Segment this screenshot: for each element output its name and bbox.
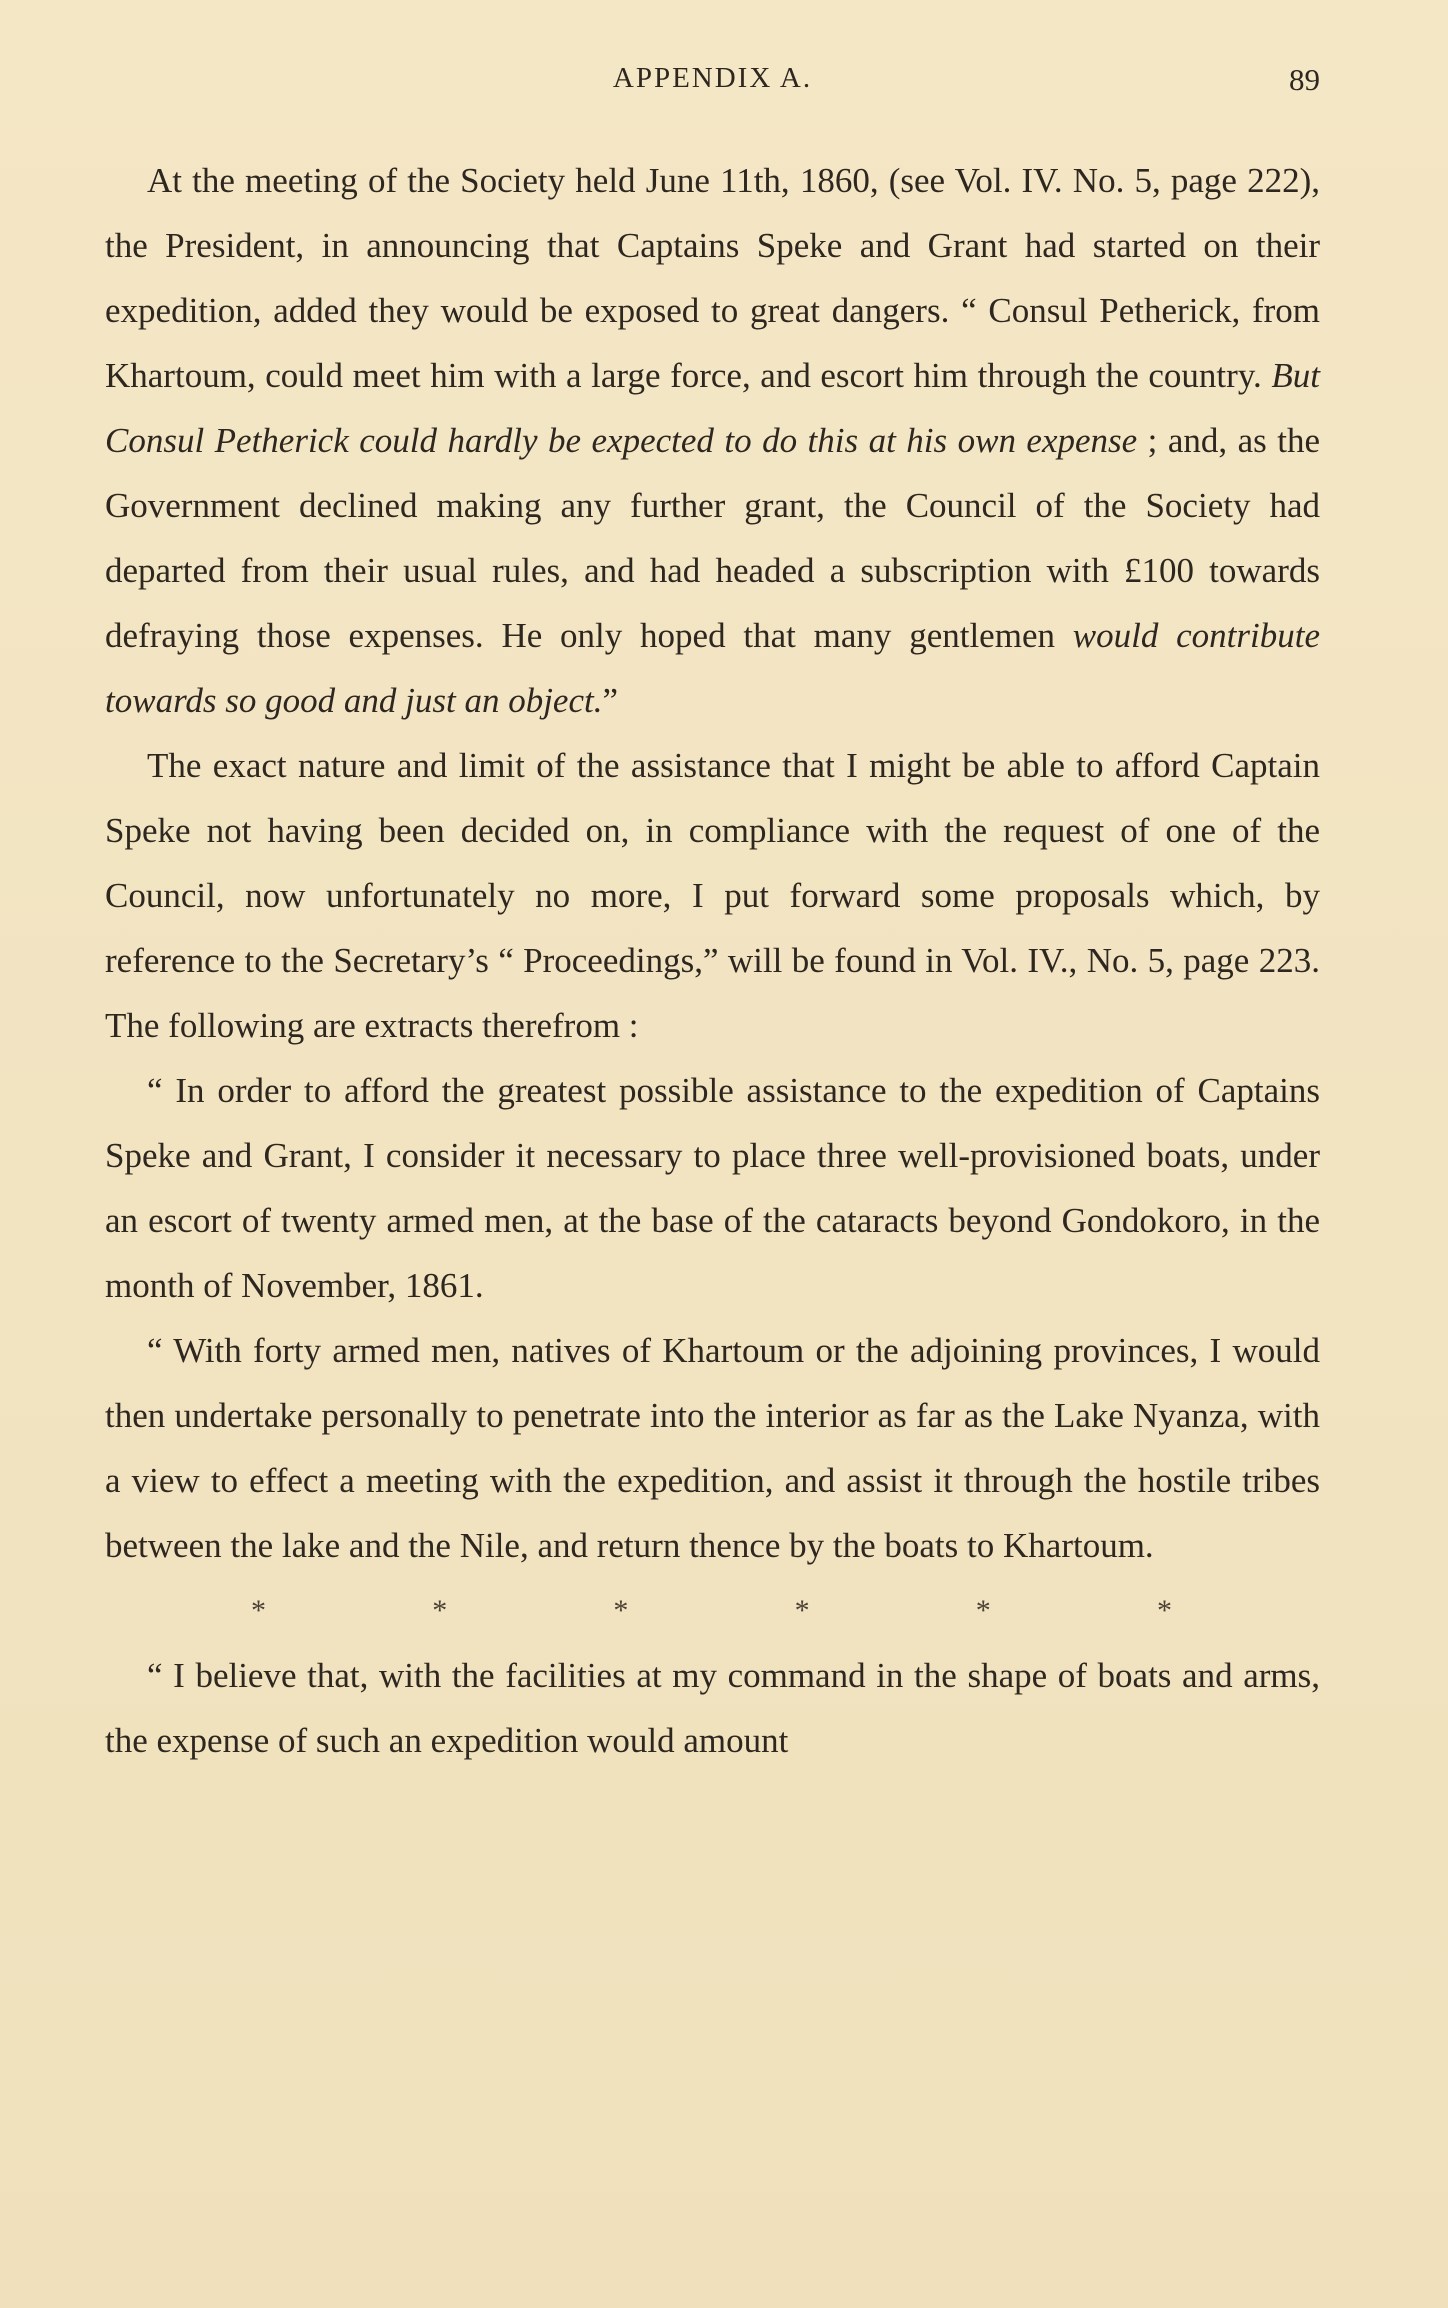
paragraph-3 bbox=[105, 1058, 1320, 1318]
text-run: The exact nature and limit of the assistance that I might be able to afford Captain Speke not having been decided on, in compliance with the request of one of the Council, now unfortunately no more, I put forward some proposals which, by reference to the Secretary’s “ Proceedings,” will be found in Vol. IV., No. 5, page 223. The following are extracts therefrom : bbox=[105, 746, 1320, 1045]
text-run: “ I believe that, with the facilities at my command in the shape of boats and arms, the expense of such an expedition would amount bbox=[105, 1656, 1320, 1760]
text-run: ” bbox=[602, 681, 619, 720]
text-run: “ With forty armed men, natives of Khartoum or the adjoining provinces, I would then undertake personally to penetrate into the interior as far as the Lake Nyanza, with a view to effect a meeting with the expedition, and assist it through the hostile tribes between the lake and the Nile, and return thence by the boats to Khartoum. bbox=[105, 1331, 1320, 1565]
text-run: ; and, as the Government declined making any further grant, the Council of the Society had departed from their usual rules, and had headed a subscription with £100 towards defraying those expenses. He only hoped that many gentlemen bbox=[105, 421, 1320, 655]
italic-text-run: would contribute towards so good and just an object. bbox=[105, 616, 1321, 720]
separator-star: * bbox=[251, 1594, 266, 1627]
page-header bbox=[105, 62, 1320, 112]
paragraph-4 bbox=[105, 1318, 1320, 1578]
page-number: 89 bbox=[1289, 62, 1320, 97]
paragraph-2 bbox=[105, 733, 1320, 1058]
text-run: At the meeting of the Society held June 11th, 1860, (see Vol. IV. No. 5, page 222), the President, in announcing that Captains Speke and Grant had started on their expedition, added they would be exposed to great dangers. “ Consul Petherick, from Khartoum, could meet him with a large force, and escort him through the country. bbox=[105, 161, 1320, 395]
paragraph-1 bbox=[105, 148, 1320, 733]
separator-star: * bbox=[432, 1594, 448, 1627]
text-run: “ In order to afford the greatest possible assistance to the expedition of Captains Speke and Grant, I consider it necessary to place three well-provisioned boats, under an escort of twenty armed men, at the base of the cataracts beyond Gondokoro, in the month of November, 1861. bbox=[105, 1071, 1320, 1305]
section-separator bbox=[105, 1578, 1320, 1643]
body-text bbox=[105, 148, 1320, 1773]
italic-text-run: But Consul Petherick could hardly be expected to do this at his own expense bbox=[105, 356, 1320, 460]
separator-star: * bbox=[794, 1594, 810, 1627]
running-head: APPENDIX A. bbox=[612, 62, 813, 94]
separator-star: * bbox=[613, 1594, 629, 1627]
separator-star: * bbox=[1156, 1594, 1172, 1627]
separator-star: * bbox=[975, 1594, 991, 1627]
paragraph-5 bbox=[105, 1643, 1320, 1773]
